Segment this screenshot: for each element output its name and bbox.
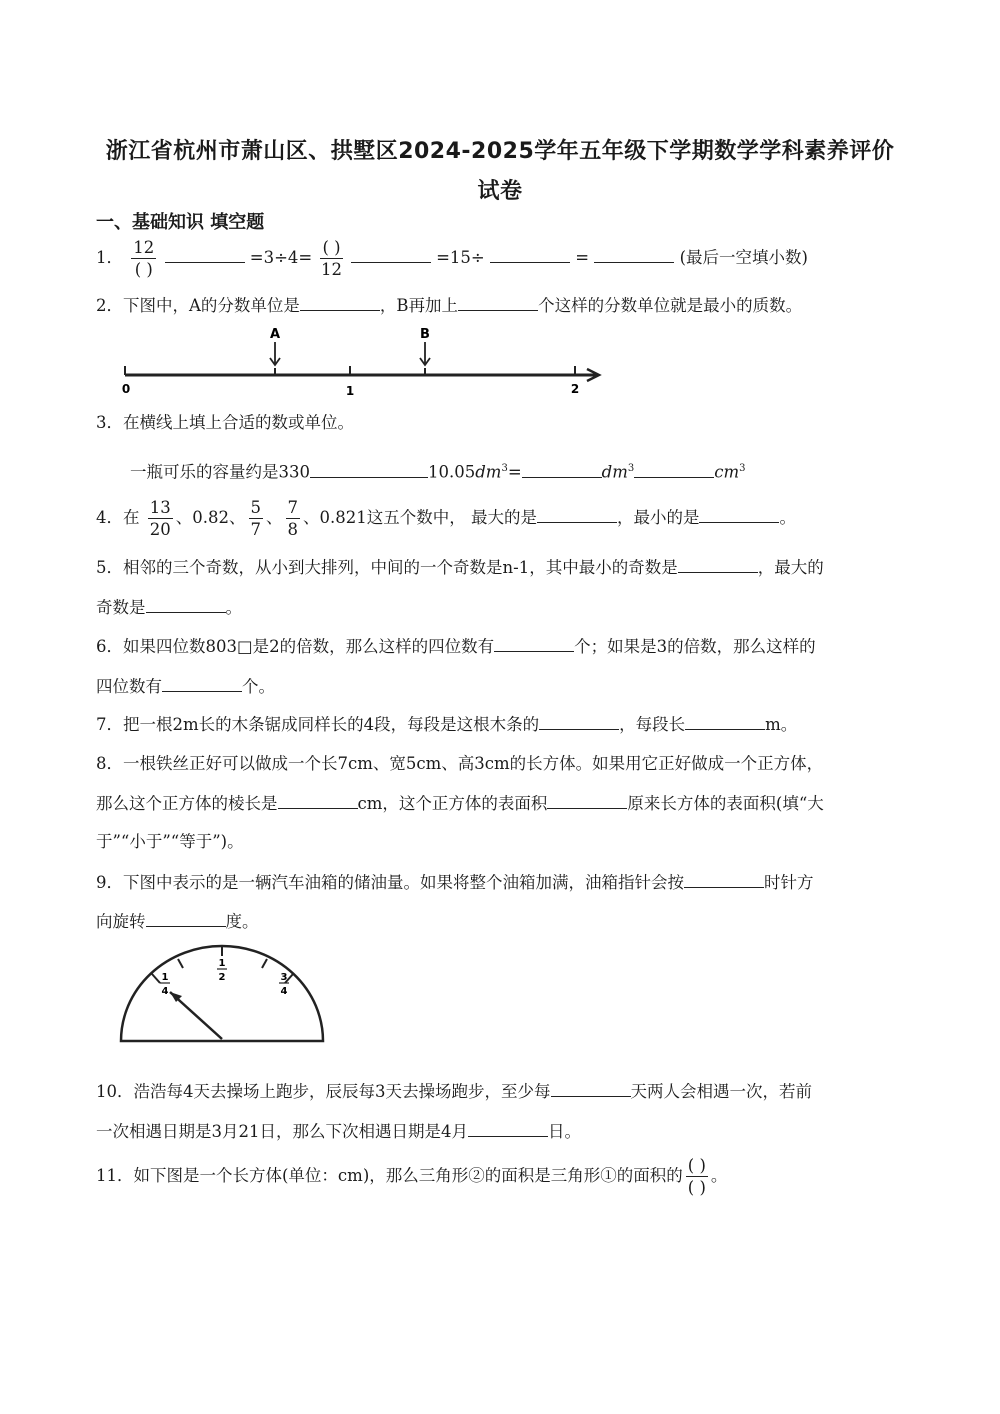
q4-fraction-3 (286, 499, 301, 539)
question-4 (96, 492, 904, 544)
q2-text-3: 个这样的分数单位就是最小的质数。 (538, 296, 803, 315)
q4-blank-1[interactable] (537, 506, 617, 523)
q3-text-3: 10.05 (428, 462, 476, 482)
q11-fraction (686, 1157, 708, 1197)
q8-number: 8． (96, 754, 123, 773)
q3-text-1: 在横线上填上合适的数或单位。 (123, 413, 354, 432)
tick-label-1: 1 (345, 384, 355, 398)
q4-f3-denominator: 8 (287, 520, 298, 539)
q5-number: 5． (96, 558, 123, 577)
question-11 (96, 1150, 904, 1202)
q11-numerator: ( ) (686, 1157, 708, 1177)
q9-text-3: 向旋转 (96, 912, 146, 931)
q8-blank-1[interactable] (278, 792, 358, 809)
q3-unit-dm-2: dm (601, 462, 628, 482)
q3-unit-cm: cm (714, 462, 740, 482)
q4-fraction-2 (249, 499, 264, 539)
q6-text-4: 个。 (242, 677, 275, 696)
question-5 (96, 556, 904, 579)
q8-text-3: cm，这个正方体的表面积 (357, 794, 548, 813)
q1-f2-denominator: 12 (321, 260, 343, 279)
q5-text-3: 奇数是 (96, 598, 146, 617)
question-7 (96, 713, 904, 736)
question-1 (96, 232, 904, 284)
question-8-line-3 (96, 831, 904, 853)
q9-blank-2[interactable] (146, 910, 226, 927)
q5-blank-2[interactable] (146, 596, 226, 613)
q3-text-2: 一瓶可乐的容量约是330 (130, 462, 310, 482)
q4-text-1: 、0.821这五个数中， 最大的是 (303, 508, 537, 527)
q8-text-5: 于”“小于”“等于”)。 (96, 832, 244, 851)
q3-sup-1: 3 (501, 463, 508, 474)
gauge-label-quarter-num: 1 (161, 972, 169, 983)
q3-blank-3[interactable] (634, 461, 714, 478)
gauge-tick-three-quarter (262, 959, 267, 968)
q1-f1-denominator: ( ) (134, 260, 153, 279)
q7-blank-2[interactable] (685, 713, 765, 730)
tick-label-0: 0 (121, 382, 131, 396)
q1-fraction-2 (320, 239, 342, 279)
q7-blank-1[interactable] (539, 713, 619, 730)
q10-text-4: 日。 (548, 1122, 581, 1141)
q10-text-2: 天两人会相遇一次，若前 (630, 1082, 812, 1101)
question-3 (96, 412, 904, 434)
q8-blank-2[interactable] (547, 792, 627, 809)
q7-text-3: m。 (765, 715, 798, 734)
q4-f1-numerator: 13 (148, 499, 173, 519)
q4-prefix: 在 (123, 508, 140, 527)
number-line-figure (115, 322, 615, 402)
q3-unit-dm-1: dm (475, 462, 502, 482)
q6-blank-2[interactable] (162, 675, 242, 692)
q4-blank-2[interactable] (699, 506, 779, 523)
q8-text-1: 一根铁丝正好可以做成一个长7cm、宽5cm、高3cm的长方体。如果用它正好做成一个正方体， (123, 754, 824, 773)
q2-number: 2． (96, 296, 123, 315)
fuel-gauge-figure (115, 940, 330, 1050)
gauge-label-three-quarter-num: 3 (280, 972, 288, 983)
question-3-line-2 (130, 458, 904, 484)
q4-number: 4． (96, 508, 123, 527)
question-9 (96, 871, 904, 894)
q9-number: 9． (96, 873, 123, 892)
q6-text-2: 个；如果是3的倍数，那么这样的 (574, 637, 816, 656)
q11-denominator: ( ) (687, 1178, 706, 1197)
q2-blank-2[interactable] (458, 294, 538, 311)
q4-f2-numerator: 5 (249, 499, 264, 519)
q11-text-2: 。 (710, 1166, 728, 1185)
q10-blank-1[interactable] (551, 1080, 631, 1097)
q7-text-2: ，每段长 (619, 715, 686, 734)
title-line-2: 试卷 (477, 179, 523, 204)
q1-number: 1． (96, 248, 123, 267)
q3-number: 3． (96, 413, 123, 432)
q1-note: (最后一空填小数) (679, 248, 808, 267)
q4-separator-1: 、0.82、 (175, 508, 246, 527)
question-6 (96, 635, 904, 658)
question-5-line-2 (96, 596, 904, 619)
q10-number: 10． (96, 1082, 134, 1101)
q9-blank-1[interactable] (684, 871, 764, 888)
question-8 (96, 753, 904, 775)
q9-text-2: 时针方 (764, 873, 814, 892)
question-8-line-2 (96, 792, 904, 815)
question-10-line-2 (96, 1120, 904, 1143)
q10-blank-2[interactable] (468, 1120, 548, 1137)
gauge-label-quarter-den: 4 (161, 986, 169, 997)
section-heading: 一、基础知识 填空题 (96, 212, 265, 233)
q11-number: 11． (96, 1166, 134, 1185)
gauge-label-three-quarter-den: 4 (280, 986, 288, 997)
q6-number: 6． (96, 637, 123, 656)
q4-separator-2: 、 (266, 508, 283, 527)
gauge-label-half-den: 2 (218, 972, 226, 983)
q1-f2-numerator: ( ) (320, 239, 342, 259)
question-2 (96, 294, 904, 317)
exam-title (60, 132, 940, 212)
q4-f2-denominator: 7 (250, 520, 261, 539)
q8-text-2: 那么这个正方体的棱长是 (96, 794, 278, 813)
q1-fraction-1 (131, 239, 156, 279)
q1-blank-3[interactable] (490, 246, 570, 263)
q1-f1-numerator: 12 (131, 239, 156, 259)
point-a-label: A (269, 327, 281, 342)
question-10 (96, 1080, 904, 1103)
q1-middle-text: =3÷4= (249, 248, 313, 267)
q4-fraction-1 (148, 499, 173, 539)
q7-text-1: 把一根2m长的木条锯成同样长的4段，每段是这根木条的 (123, 715, 540, 734)
q2-blank-1[interactable] (300, 294, 380, 311)
q6-text-3: 四位数有 (96, 677, 162, 696)
title-line-1: 浙江省杭州市萧山区、拱墅区2024-2025学年五年级下学期数学学科素养评价 (105, 139, 895, 164)
q3-sup-2: 3 (627, 463, 635, 474)
point-b-label: B (420, 327, 430, 342)
q4-f3-numerator: 7 (286, 499, 301, 519)
q9-text-4: 度。 (225, 912, 259, 931)
q3-equals: = (507, 462, 522, 482)
q9-text-1: 下图中表示的是一辆汽车油箱的储油量。如果将整个油箱加满，油箱指针会按 (123, 873, 684, 892)
q5-text-1: 相邻的三个奇数，从小到大排列，中间的一个奇数是n-1，其中最小的奇数是 (123, 558, 678, 577)
q4-f1-denominator: 20 (149, 520, 171, 539)
q4-text-2: ，最小的是 (616, 508, 700, 527)
q3-blank-1[interactable] (310, 461, 428, 478)
question-6-line-2 (96, 675, 904, 698)
q4-text-3: 。 (779, 508, 796, 527)
q5-text-4: 。 (225, 598, 242, 617)
q6-blank-1[interactable] (494, 635, 574, 652)
gauge-tick-left (178, 959, 183, 968)
question-9-line-2 (96, 910, 904, 933)
q11-text-1: 如下图是一个长方体(单位：cm)，那么三角形②的面积是三角形①的面积的 (133, 1166, 683, 1185)
q1-eq-text-2: = (575, 248, 590, 267)
gauge-tick-quarter (152, 974, 160, 983)
q5-text-2: ，最大的 (757, 558, 824, 577)
q2-text-1: 下图中，A的分数单位是 (123, 296, 300, 315)
q10-text-3: 一次相遇日期是3月21日，那么下次相遇日期是4月 (96, 1122, 468, 1141)
q2-text-2: ，B再加上 (379, 296, 459, 315)
q3-sup-3: 3 (739, 463, 746, 474)
q1-blank-2[interactable] (351, 246, 431, 263)
q6-text-1: 如果四位数803□是2的倍数，那么这样的四位数有 (123, 637, 495, 656)
q10-text-1: 浩浩每4天去操场上跑步，辰辰每3天去操场跑步，至少每 (133, 1082, 551, 1101)
q8-text-4: 原来长方体的表面积(填“大 (627, 794, 824, 813)
q1-blank-1[interactable] (165, 246, 245, 263)
tick-label-2: 2 (570, 382, 580, 396)
q1-blank-4[interactable] (594, 246, 674, 263)
gauge-label-half-num: 1 (218, 958, 226, 969)
q3-blank-2[interactable] (522, 461, 602, 478)
q7-number: 7． (96, 715, 123, 734)
q1-eq-text-1: =15÷ (436, 248, 485, 267)
q5-blank-1[interactable] (678, 556, 758, 573)
